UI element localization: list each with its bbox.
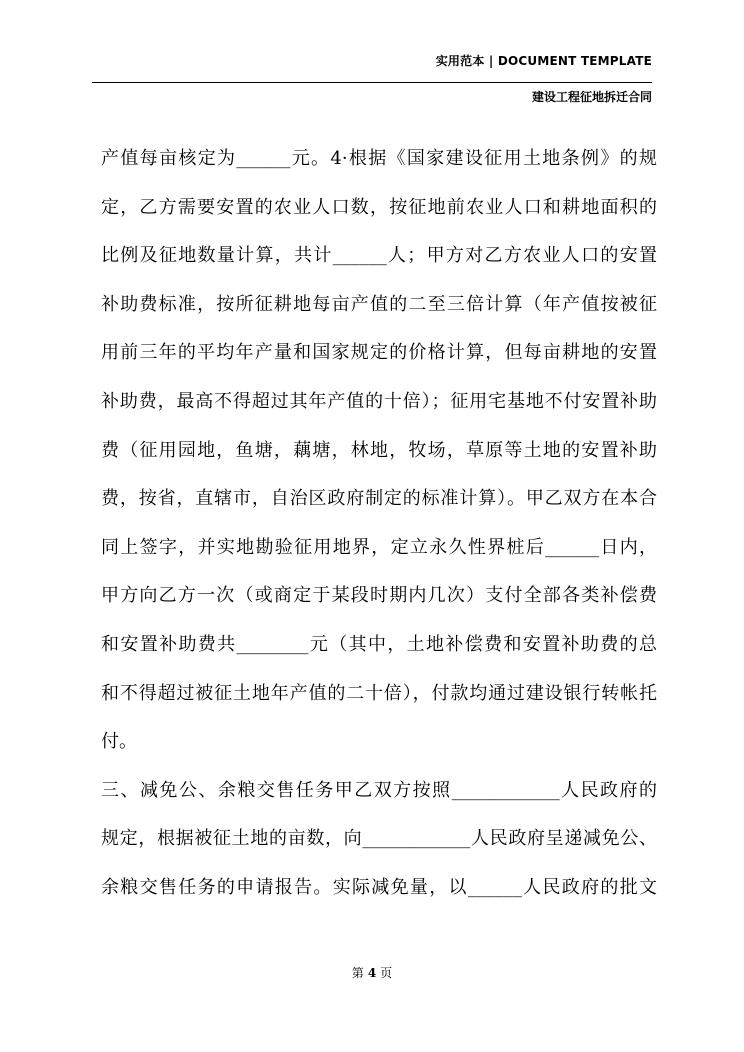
template-label: 实用范本 | DOCUMENT TEMPLATE: [435, 54, 652, 68]
body-line: 补助费，最高不得超过其年产值的十倍）；征用宅基地不付安置补助: [101, 390, 657, 412]
body-line: 和安置补助费共________元（其中，土地补偿费和安置补助费的总: [101, 633, 657, 655]
body-line: 定，乙方需要安置的农业人口数，按征地前农业人口和耕地面积的: [101, 196, 657, 218]
body-line: 和不得超过被征土地年产值的二十倍），付款均通过建设银行转帐托: [101, 682, 657, 704]
body-line: 同上签字，并实地勘验征用地界，定立永久性界桩后______日内，: [101, 536, 657, 558]
body-line: 产值每亩核定为______元。4·根据《国家建设征用土地条例》的规: [101, 148, 657, 169]
body-line: 用前三年的平均年产量和国家规定的价格计算，但每亩耕地的安置: [101, 342, 657, 364]
body-line: 补助费标准，按所征耕地每亩产值的二至三倍计算（年产值按被征: [101, 293, 657, 315]
body-line: 余粮交售任务的申请报告。实际减免量，以______人民政府的批文: [101, 876, 657, 898]
page-footer: [0, 964, 744, 981]
body-line: 比例及征地数量计算，共计______人；甲方对乙方农业人口的安置: [101, 245, 657, 267]
body-line: 甲方向乙方一次（或商定于某段时期内几次）支付全部各类补偿费: [101, 585, 657, 607]
header-divider: [92, 82, 652, 83]
document-title: 建设工程征地拆迁合同: [531, 90, 652, 104]
body-line: 规定，根据被征土地的亩数，向____________人民政府呈递减免公、: [101, 828, 657, 850]
body-line: 三、减免公、余粮交售任务甲乙双方按照____________人民政府的: [101, 779, 657, 801]
page-suffix: 页: [380, 966, 393, 980]
page-prefix: 第: [351, 966, 364, 980]
document-body: [101, 135, 657, 913]
body-line: 付。: [101, 731, 137, 753]
page-number: 4: [367, 966, 377, 980]
body-line: 费，按省，直辖市，自治区政府制定的标准计算）。甲乙双方在本合: [101, 488, 657, 510]
body-line: 费（征用园地，鱼塘，藕塘，林地，牧场，草原等土地的安置补助: [101, 439, 657, 461]
